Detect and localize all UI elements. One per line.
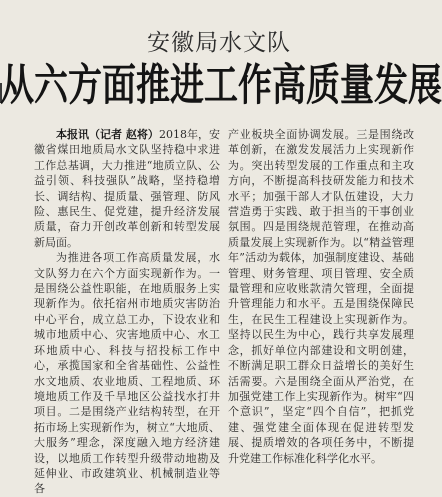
- article-paragraph: [34, 127, 220, 250]
- article-column-left: [34, 127, 220, 497]
- article-paragraph-text: 2018年，安徽省煤田地质局水文队坚持稳中求进工作总基调，大力推进“地质立队、公益引领、科技强队”战略，坚持稳增长、调结构、提质量、强管理、防风险、惠民生、促党建，提升经济发展质量，奋力开创改革创新和转型发展新局面。: [34, 128, 220, 249]
- article-byline: 本报讯（记者 赵将）: [56, 128, 159, 141]
- article-subtitle: 安徽局水文队: [147, 30, 291, 56]
- article-headline: 从六方面推进工作高质量发展: [0, 60, 442, 112]
- article-paragraph: 为推进各项工作高质量发展，水文队努力在六个方面实现新作为。一是围绕公益性职能，在地质服务上实现新作为。依托宿州市地质灾害防治中心平台，成立总工办，下设农业和城市地质中心、灾害地质中心、水工环地质中心、科技与招投标工作中心，承揽国家和全省基础性、公益性水文地质、农业地质、工程地质、环境地质工作及千旱地区公益找水打井项目。二是围绕产业结构转型，在开拓市场上实现新作为，树立“大地质、大服务”理念，深度融入地方经济建设，以地质工作转型升级带动地勘及延伸业、市政建筑业、机械制造业等各: [34, 251, 220, 496]
- article-paragraph: 产业板块全面协调发展。三是围绕改革创新，在激发发展活力上实现新作为。突出转型发展的工作重点和主攻方向，不断提高科技研发能力和技术水平；加强干部人才队伍建设，大力营造勇于实践、敢于担当的干事创业氛围。四是围绕规范管理，在推动高质量发展上实现新作为。以“精益管理年”活动为载体，加强制度建设、基础管理、财务管理、项目管理、安全质量管理和应收账款清欠管理，全面提升管理能力和水平。五是围绕保障民生，在民生工程建设上实现新作为。坚持以民生为中心，践行共享发展理念，抓好单位内部建设和文明创建，不断满足职工群众日益增长的美好生活需要。六是围绕全面从严治党，在加强党建工作上实现新作为。树牢“四个意识”，坚定“四个自信”，把抓党建、强党建全面体现在促进转型发展、提质增效的各项任务中，不断提升党建工作标准化科学化水平。: [228, 128, 414, 465]
- article-column-right: [228, 127, 414, 466]
